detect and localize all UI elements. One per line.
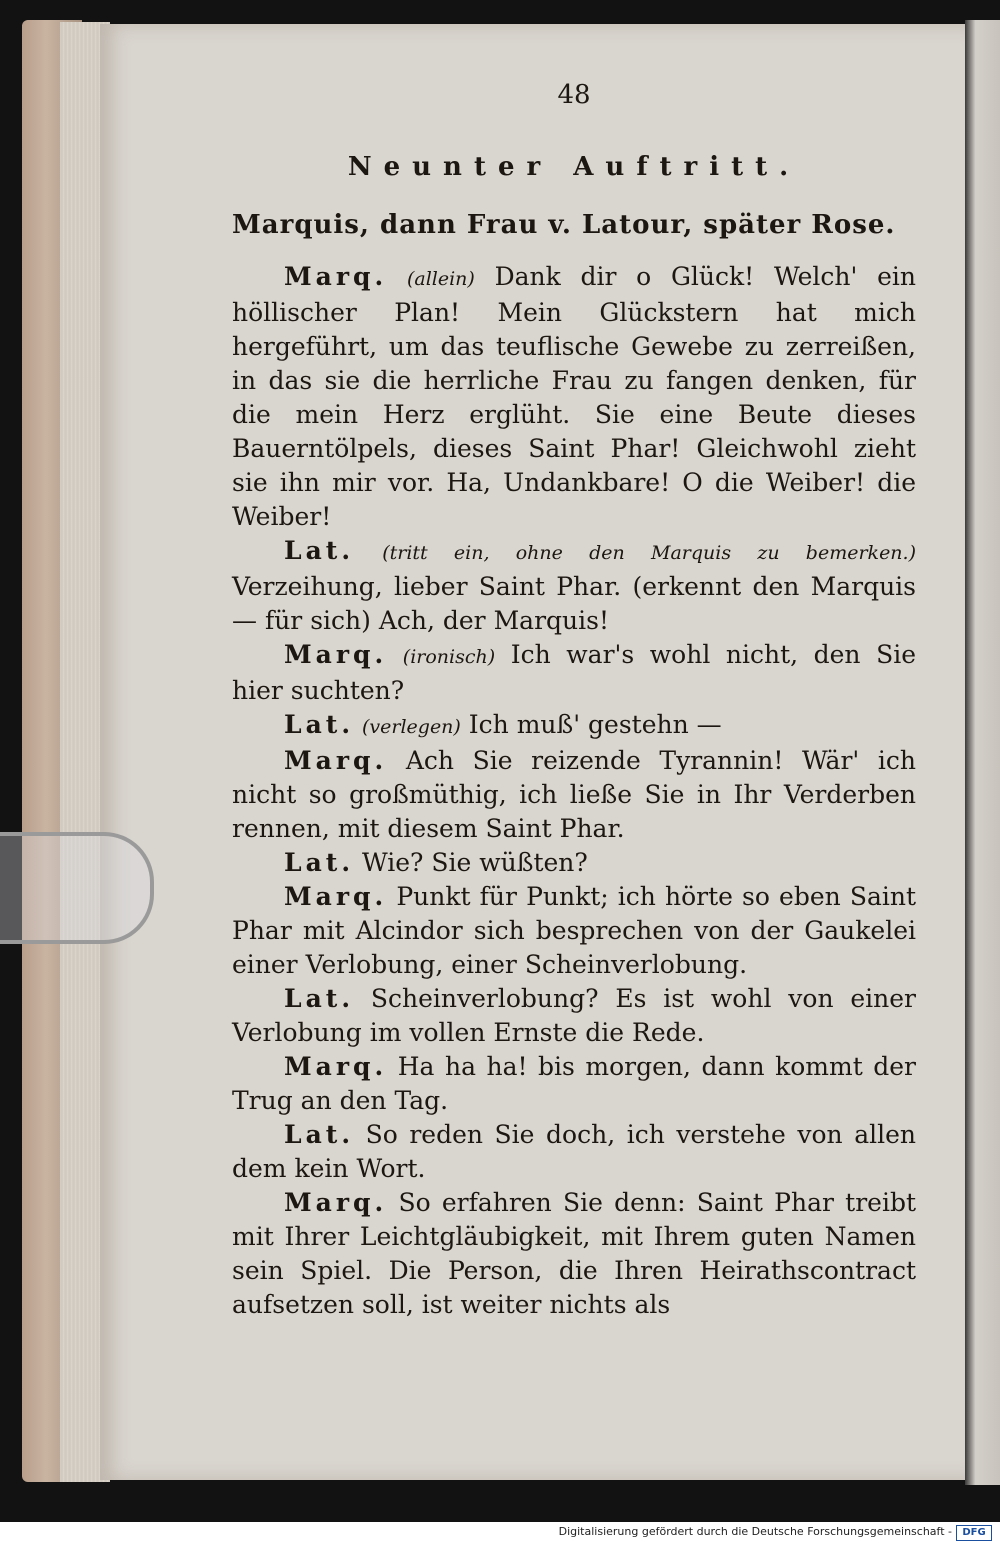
stage-direction: (allein) [406,268,475,290]
speaker-name: Lat. [284,710,355,739]
bookmark-clip [0,832,154,944]
speech-text: Verzeihung, lieber Saint Phar. (erkennt den Marquis — für sich) Ach, der Marquis! [232,572,916,635]
speech-paragraph [232,638,916,708]
speaker-name: Marq. [284,746,388,775]
speaker-name: Lat. [284,848,355,877]
speech-paragraph [232,846,916,880]
speech-text: Dank dir o Glück! Welch' ein höllischer Plan! Mein Glückstern hat mich hergeführt, um das teuflische Gewebe zu zerreißen, in das sie die herrliche Frau zu fangen denken, für die mein Herz erglüht. Sie eine Beute dieses Bauerntölpels, dieses Saint Phar! Gleichwohl zieht sie ihn mir vor. Ha, Undankbare! O die Weiber! die Weiber! [232,262,916,531]
stage-direction: (ironisch) [402,646,496,668]
speech-paragraph [232,1050,916,1118]
speech-text: Scheinverlobung? Es ist wohl von einer Verlobung im vollen Ernste die Rede. [232,984,917,1047]
cast-list: Marquis, dann Frau v. Latour, später Rose. [232,210,896,240]
speaker-name: Lat. [284,984,355,1013]
speech-paragraph [232,1118,916,1186]
speaker-name: Marq. [284,1188,388,1217]
dfg-logo-icon: DFG [956,1525,992,1541]
scene-title: Neunter Auftritt. [347,152,801,182]
speech-paragraph [232,880,916,982]
speech-text: Ich war's wohl nicht, den Sie hier suchten? [232,640,916,705]
footer-bar [0,1522,1000,1543]
speech-paragraph [232,1186,916,1322]
speech-text: Ach Sie reizende Tyrannin! Wär' ich nicht so großmüthig, ich ließe Sie in Ihr Verderben rennen, mit diesem Saint Phar. [232,746,916,843]
speech-paragraph [232,744,916,846]
speaker-name: Lat. [284,1120,355,1149]
stage-direction: (verlegen) [361,716,461,738]
speech-text: So erfahren Sie denn: Saint Phar treibt mit Ihrer Leichtgläubigkeit, mit Ihrem guten Namen sein Spiel. Die Person, die Ihren Heirathscontract aufsetzen soll, ist weiter nichts als [232,1188,916,1319]
speaker-name: Lat. [284,536,355,565]
stage-direction: (tritt ein, ohne den Marquis zu bemerken.) [382,542,916,564]
speech-paragraph [232,260,916,534]
speeches [232,260,916,1322]
speech-text: Ich muß' gestehn — [468,710,722,739]
speaker-name: Marq. [284,640,388,669]
speech-text: Punkt für Punkt; ich hörte so eben Saint Phar mit Alcindor sich besprechen von der Gaukelei einer Verlobung, einer Scheinverlobung. [232,882,916,979]
speaker-name: Marq. [284,262,388,291]
facing-page-edge [965,20,1000,1485]
speech-text: Ha ha ha! bis morgen, dann kommt der Trug an den Tag. [232,1052,916,1115]
speaker-name: Marq. [284,882,388,911]
speech-text: Wie? Sie wüßten? [361,848,588,877]
speaker-name: Marq. [284,1052,388,1081]
speech-paragraph [232,708,916,744]
page-text [232,78,916,1322]
speech-paragraph [232,982,916,1050]
speech-paragraph [232,534,916,638]
page-number: 48 [557,80,591,110]
funding-credit: Digitalisierung gefördert durch die Deutsche Forschungsgemeinschaft - [558,1525,952,1538]
speech-text: So reden Sie doch, ich verstehe von allen dem kein Wort. [232,1120,917,1183]
